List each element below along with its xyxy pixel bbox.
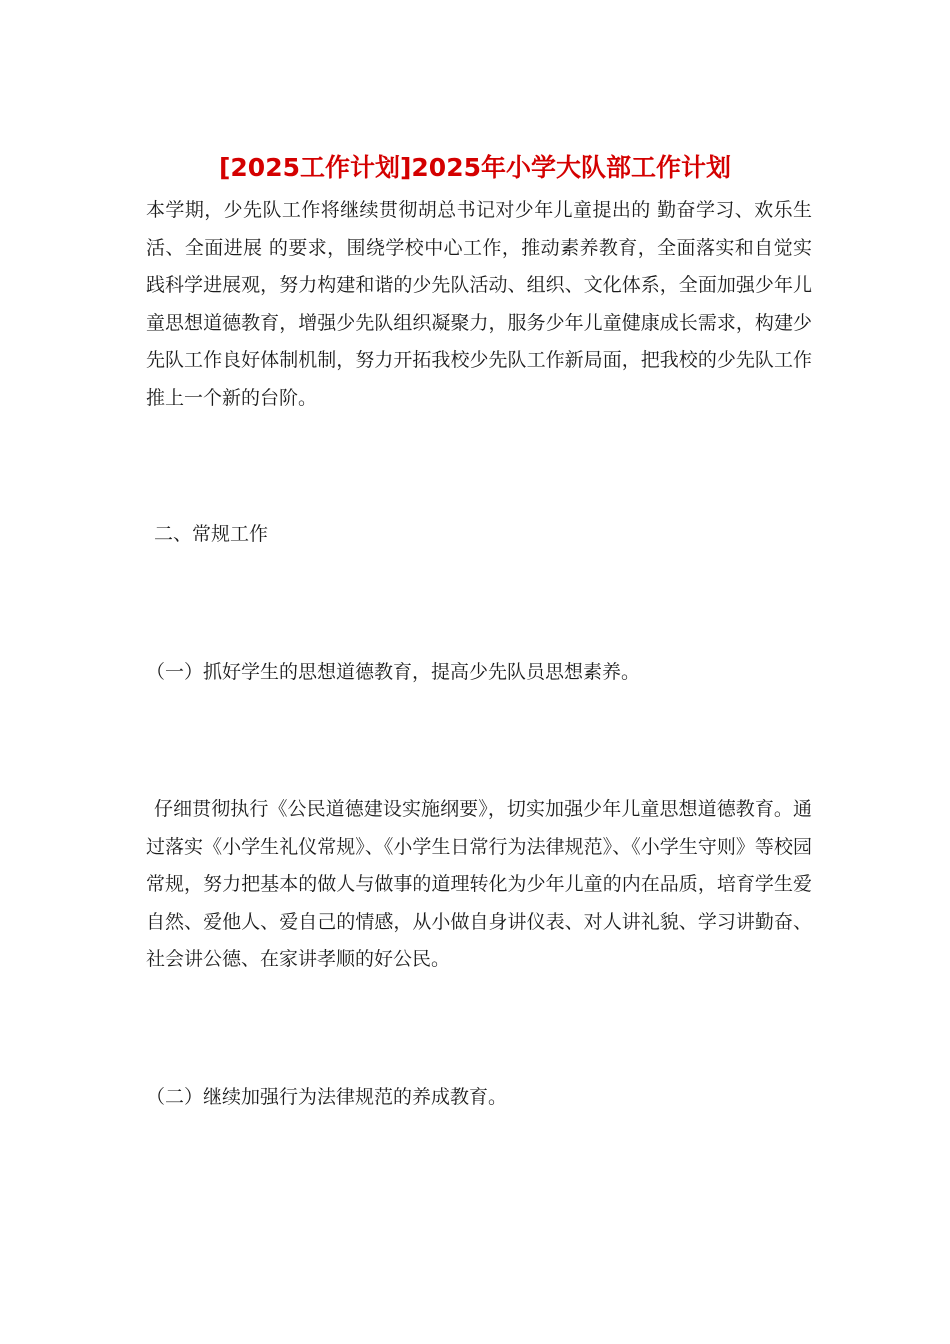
intro-paragraph: 本学期，少先队工作将继续贯彻胡总书记对少年儿童提出的 勤奋学习、欢乐生活、全面进展 的要求，围绕学校中心工作，推动素养教育，全面落实和自觉实践科学进展观，努力构建和谐的少先队活动、组织、文化体系，全面加强少年儿童思想道德教育，增强少先队组织凝聚力，服务少年儿童健康成长需求，构建少先队工作良好体制机制，努力开拓我校少先队工作新局面，把我校的少先队工作推上一个新的台阶。	[146, 199, 812, 409]
sub-heading-2: （二）继续加强行为法律规范的养成教育。	[146, 1086, 508, 1108]
document-title: [2025工作计划]2025年小学大队部工作计划	[218, 153, 731, 182]
sub-heading-1: （一）抓好学生的思想道德教育，提高少先队员思想素养。	[146, 661, 641, 683]
body-paragraph-1: 仔细贯彻执行《公民道德建设实施纲要》，切实加强少年儿童思想道德教育。通过落实《小学生礼仪常规》、《小学生日常行为法律规范》、《小学生守则》等校园常规，努力把基本的做人与做事的道理转化为少年儿童的内在品质，培育学生爱自然、爱他人、爱自己的情感，从小做自身讲仪表、对人讲礼貌、学习讲勤奋、社会讲公德、在家讲孝顺的好公民。	[146, 798, 812, 971]
section-heading: 二、常规工作	[154, 523, 269, 545]
